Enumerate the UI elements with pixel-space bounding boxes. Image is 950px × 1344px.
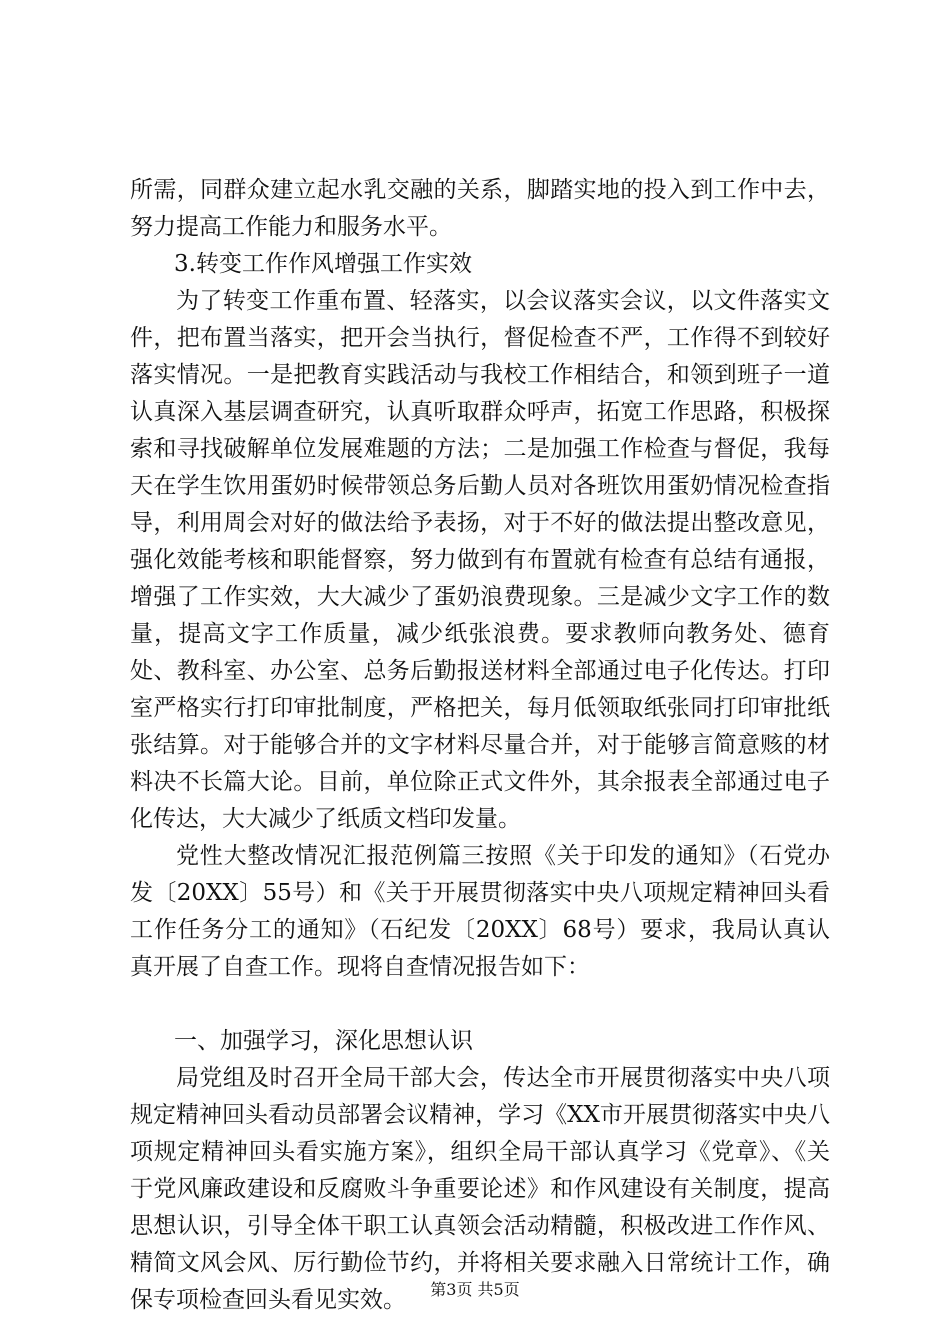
section-heading-3: 3.转变工作作风增强工作实效 bbox=[174, 251, 472, 277]
paragraph-study: 局党组及时召开全局干部大会，传达全市开展贯彻落实中央八项规定精神回头看动员部署会议精神，学习《XX市开展贯彻落实中央八项规定精神回头看实施方案》，组织全局干部认真学习《党章》、《关于党风廉政建设和反腐败斗争重要论述》和作风建设有关制度，提高思想认识，引导全体干职工认真领会活动精髓，积极改进工作作风、精简文风会风、厉行勤俭节约，并将相关要求融入日常统计工作，确保专项检查回头看见实效。 bbox=[130, 1065, 830, 1313]
page-number: 第3页 共5页 bbox=[430, 1280, 520, 1299]
paragraph-work-style: 为了转变工作重布置、轻落实，以会议落实会议，以文件落实文件，把布置当落实，把开会当执行，督促检查不严，工作得不到较好落实情况。一是把教育实践活动与我校工作相结合，和领到班子一道认真深入基层调查研究，认真听取群众呼声，拓宽工作思路，积极探索和寻找破解单位发展难题的方法；二是加强工作检查与督促，我每天在学生饮用蛋奶时候带领总务后勤人员对各班饮用蛋奶情况检查指导，利用周会对好的做法给予表扬，对于不好的做法提出整改意见，强化效能考核和职能督察，努力做到有布置就有检查有总结有通报，增强了工作实效，大大减少了蛋奶浪费现象。三是减少文字工作的数量，提高文字工作质量，减少纸张浪费。要求教师向教务处、德育处、教科室、办公室、总务后勤报送材料全部通过电子化传达。打印室严格实行打印审批制度，严格把关，每月低领取纸张同打印审批纸张结算。对于能够合并的文字材料尽量合并，对于能够言简意赅的材料决不长篇大论。目前，单位除正式文件外，其余报表全部通过电子化传达，大大减少了纸质文档印发量。 bbox=[130, 288, 830, 832]
document-body bbox=[130, 172, 830, 1319]
section-heading-1: 一、加强学习，深化思想认识 bbox=[174, 1028, 473, 1054]
paragraph-continuation: 所需，同群众建立起水乳交融的关系，脚踏实地的投入到工作中去，努力提高工作能力和服务水平。 bbox=[130, 177, 830, 240]
paragraph-report-intro: 党性大整改情况汇报范例篇三按照《关于印发的通知》（石党办发〔20XX〕55号）和《关于开展贯彻落实中央八项规定精神回头看工作任务分工的通知》（石纪发〔20XX〕68号）要求，我局认真认真开展了自查工作。现将自查情况报告如下： bbox=[130, 843, 830, 980]
